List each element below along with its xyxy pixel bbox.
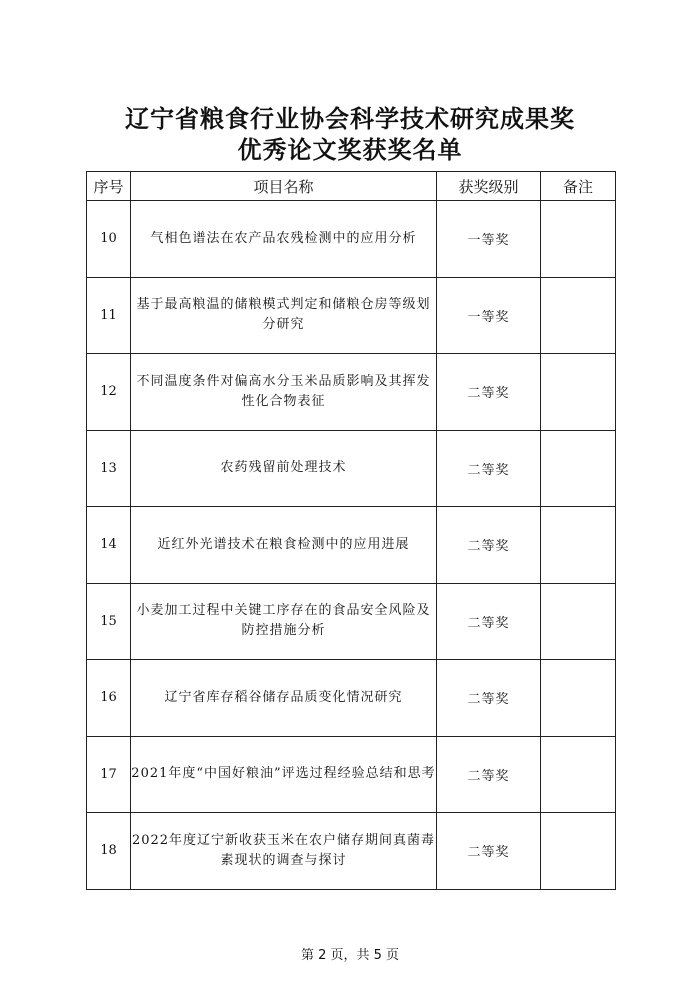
row-note <box>541 813 616 890</box>
award-table <box>86 171 616 890</box>
row-level: 二等奖 <box>437 660 541 737</box>
row-note <box>541 354 616 431</box>
row-project: 不同温度条件对偏高水分玉米品质影响及其挥发性化合物表征 <box>131 354 437 431</box>
table-row <box>87 507 616 584</box>
row-project: 2021年度“中国好粮油”评选过程经验总结和思考 <box>131 736 437 813</box>
row-level: 二等奖 <box>437 354 541 431</box>
row-number: 12 <box>87 354 131 431</box>
row-level: 一等奖 <box>437 201 541 278</box>
row-note <box>541 736 616 813</box>
document-title-line1: 辽宁省粮食行业协会科学技术研究成果奖 <box>125 105 575 133</box>
table-row <box>87 430 616 507</box>
row-note <box>541 507 616 584</box>
table-row <box>87 813 616 890</box>
row-number: 18 <box>87 813 131 890</box>
row-project: 气相色谱法在农产品农残检测中的应用分析 <box>131 201 437 278</box>
row-note <box>541 430 616 507</box>
row-number: 14 <box>87 507 131 584</box>
table-row <box>87 660 616 737</box>
row-level: 二等奖 <box>437 736 541 813</box>
row-level: 二等奖 <box>437 507 541 584</box>
row-note <box>541 583 616 660</box>
header-note: 备注 <box>541 172 616 201</box>
row-project: 小麦加工过程中关键工序存在的食品安全风险及防控措施分析 <box>131 583 437 660</box>
row-project: 近红外光谱技术在粮食检测中的应用进展 <box>131 507 437 584</box>
row-project: 辽宁省库存稻谷储存品质变化情况研究 <box>131 660 437 737</box>
row-number: 16 <box>87 660 131 737</box>
table-row <box>87 201 616 278</box>
row-number: 11 <box>87 277 131 354</box>
header-level: 获奖级别 <box>437 172 541 201</box>
row-number: 15 <box>87 583 131 660</box>
page-number: 第 2 页，共 5 页 <box>300 948 400 963</box>
row-project: 基于最高粮温的储粮模式判定和储粮仓房等级划分研究 <box>131 277 437 354</box>
row-level: 二等奖 <box>437 583 541 660</box>
table-header-row <box>87 172 616 201</box>
row-number: 17 <box>87 736 131 813</box>
row-project: 2022年度辽宁新收获玉米在农户储存期间真菌毒素现状的调查与探讨 <box>131 813 437 890</box>
table-row <box>87 277 616 354</box>
header-number: 序号 <box>87 172 131 201</box>
row-note <box>541 201 616 278</box>
row-number: 13 <box>87 430 131 507</box>
row-number: 10 <box>87 201 131 278</box>
row-level: 二等奖 <box>437 813 541 890</box>
table-row <box>87 354 616 431</box>
table-row <box>87 583 616 660</box>
table-row <box>87 736 616 813</box>
header-project: 项目名称 <box>131 172 437 201</box>
row-level: 一等奖 <box>437 277 541 354</box>
row-note <box>541 660 616 737</box>
row-project: 农药残留前处理技术 <box>131 430 437 507</box>
document-title-line2: 优秀论文奖获奖名单 <box>237 136 463 164</box>
row-level: 二等奖 <box>437 430 541 507</box>
row-note <box>541 277 616 354</box>
